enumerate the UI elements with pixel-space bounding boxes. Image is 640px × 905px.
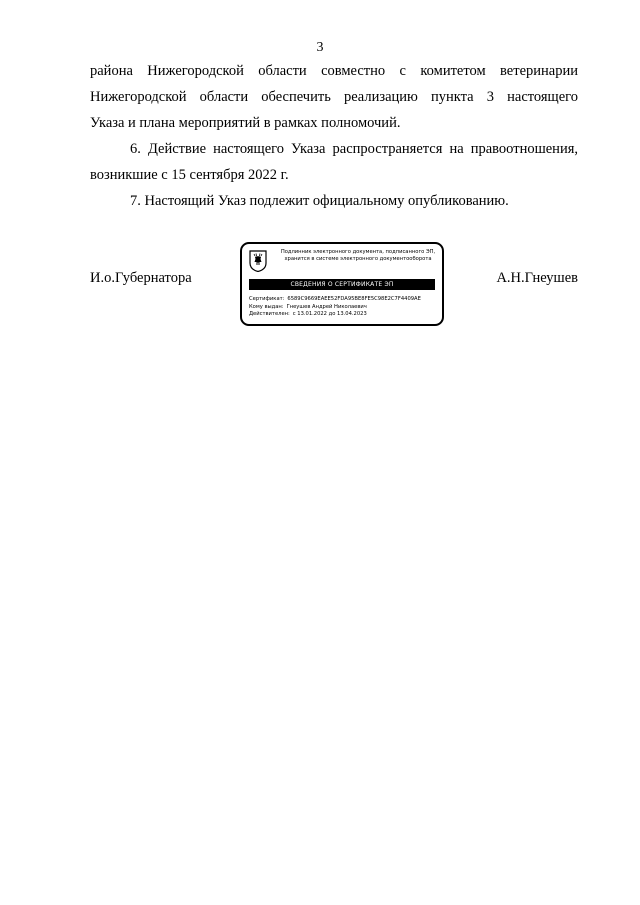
text-line: 6. Действие настоящего Указа распространяется на правоотношения, <box>130 141 578 157</box>
text-line: Нижегородской области обеспечить реализацию пункта 3 настоящего <box>90 89 578 105</box>
certificate-label: Сертификат: <box>249 296 285 302</box>
signer-name: А.Н.Гнеушев <box>496 270 578 286</box>
paragraph-6 <box>90 136 578 188</box>
text-line: возникшие с 15 сентября 2022 г. <box>90 167 289 183</box>
stamp-note: Подлинник электронного документа, подписанного ЭП, хранится в системе электронного документооборота <box>280 249 436 262</box>
stamp-details <box>249 296 437 319</box>
paragraph-7 <box>90 188 578 214</box>
paragraph-continuation <box>90 58 578 136</box>
emblem-icon <box>249 250 267 272</box>
issued-to-row <box>249 304 437 312</box>
signer-title: И.о.Губернатора <box>90 270 192 286</box>
page-number: 3 <box>316 40 324 55</box>
certificate-row <box>249 296 437 304</box>
issued-to-value: Гнеушев Андрей Николаевич <box>286 303 367 310</box>
validity-value: с 13.01.2022 до 13.04.2023 <box>292 311 367 317</box>
issued-to-label: Кому выдан: <box>249 303 284 310</box>
electronic-signature-stamp <box>240 242 444 326</box>
text-line: Указа и плана мероприятий в рамках полномочий. <box>90 115 401 131</box>
text-line: 7. Настоящий Указ подлежит официальному опубликованию. <box>130 193 509 209</box>
certificate-value: 6589C9669EAEE52FDA95BE8FE5C98E2C7F4409AE <box>287 296 421 302</box>
stamp-header: СВЕДЕНИЯ О СЕРТИФИКАТЕ ЭП <box>249 279 435 290</box>
validity-row <box>249 311 437 319</box>
validity-label: Действителен: <box>249 311 290 317</box>
text-line: района Нижегородской области совместно с комитетом ветеринарии <box>90 63 578 79</box>
